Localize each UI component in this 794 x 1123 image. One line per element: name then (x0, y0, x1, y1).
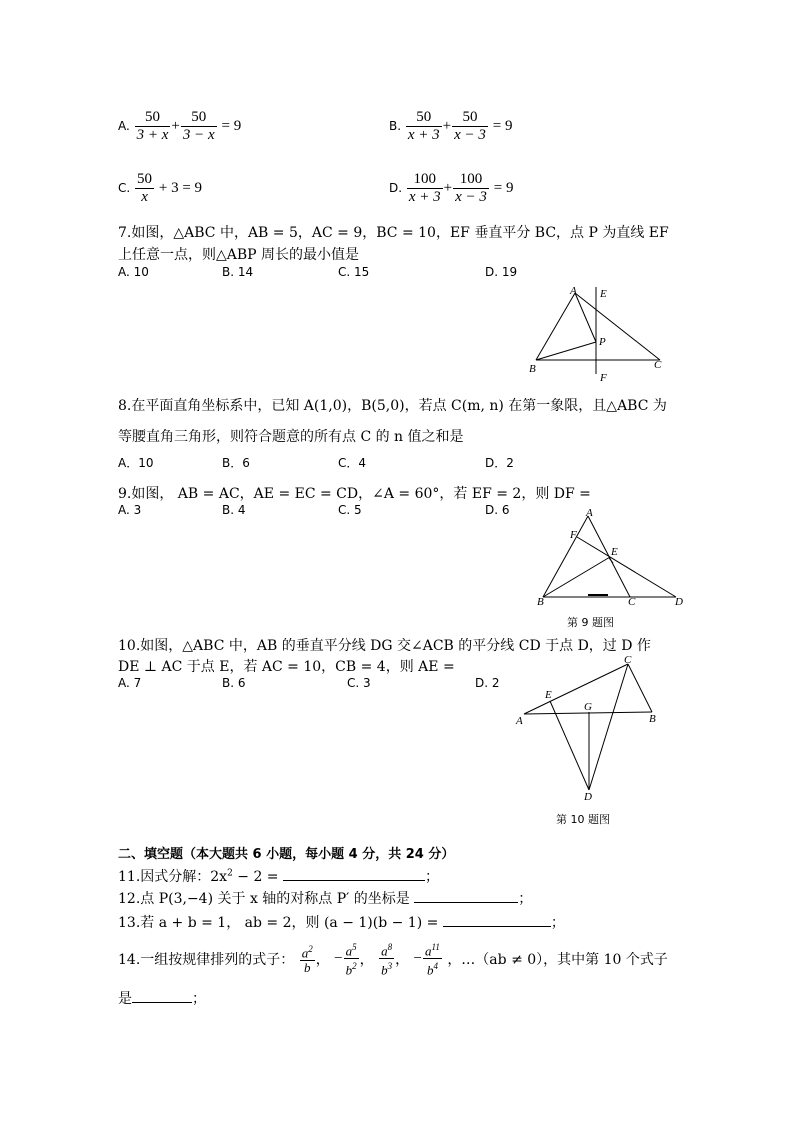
segment-ac (524, 664, 628, 714)
segment-ab (543, 516, 588, 597)
q8-stem-line2: 等腰直角三角形，则符合题意的所有点 C 的 n 值之和是 (118, 429, 464, 445)
fraction: $\frac{50}{3 - x}$ (182, 109, 215, 143)
label-b: B (649, 713, 656, 725)
q7-option-d: D. 19 (485, 265, 518, 279)
option-label: D. (389, 181, 403, 195)
fraction: $\frac{50}{x + 3}$ (407, 109, 440, 143)
q6-option-a: A. $\frac{50}{3 + x}$ + $\frac{50}{3 - x}$ = 9 (118, 109, 242, 143)
segment-cb (628, 664, 652, 712)
q9-figure (530, 505, 690, 607)
label-g: G (584, 701, 592, 713)
label-p: P (599, 336, 606, 348)
q10-option-b: B. 6 (222, 676, 246, 690)
q12: 12.点 P(3,−4) 关于 x 轴的对称点 P′ 的坐标是 ； (118, 891, 533, 907)
segment-ed (550, 701, 589, 790)
q6-option-d: D. $\frac{100}{x + 3}$ + $\frac{100}{x - 3}$ = 9 (389, 171, 514, 205)
segment-ac (575, 293, 660, 360)
term-3: $\frac{a^8}{b^3}$ (381, 942, 393, 978)
label-a: A (516, 715, 523, 727)
q9-option-b: B. 4 (222, 503, 246, 517)
fraction: $\frac{50}{x}$ (137, 171, 153, 205)
q10-figure-caption: 第 10 题图 (556, 813, 610, 826)
segment-fd (577, 537, 676, 597)
q9-option-d: D. 6 (485, 503, 510, 517)
section-title-fill-in: 二、填空题（本大题共 6 小题，每小题 4 分，共 24 分） (118, 847, 455, 862)
q7-option-b: B. 14 (222, 265, 254, 279)
q11: 11.因式分解：$2x^2 - 2$ = ； (118, 868, 439, 885)
label-a: A (586, 507, 593, 519)
q10-option-d: D. 2 (475, 676, 500, 690)
q8-option-b: B．6 (222, 456, 250, 470)
option-label: C. (118, 181, 131, 195)
q7-figure (520, 282, 670, 386)
q10-figure (512, 650, 662, 802)
term-4: $\frac{a^{11}}{b^4}$ (425, 942, 440, 978)
option-label: A. (118, 119, 130, 133)
fraction: $\frac{50}{3 + x}$ (136, 109, 169, 143)
q9-figure-caption: 第 9 题图 (567, 616, 614, 629)
q6-option-b: B. $\frac{50}{x + 3}$ + $\frac{50}{x - 3}$ = 9 (389, 109, 513, 143)
label-f: F (570, 529, 577, 541)
q10-stem-line2: DE ⊥ AC 于点 E，若 AC = 10，CB = 4，则 AE = (118, 659, 455, 675)
label-e: E (545, 689, 552, 701)
answer-blank[interactable] (283, 867, 425, 881)
segment-be (543, 557, 610, 597)
answer-blank[interactable] (132, 989, 192, 1003)
label-d: D (675, 596, 683, 607)
q9-option-a: A. 3 (118, 503, 142, 517)
fraction: $\frac{100}{x + 3}$ (408, 171, 441, 205)
answer-blank[interactable] (443, 913, 551, 927)
label-b: B (537, 596, 544, 607)
segment-cd (589, 664, 628, 790)
fraction: $\frac{50}{x - 3}$ (454, 109, 486, 143)
q10-option-c: C. 3 (347, 676, 371, 690)
q14-line2: 是 ； (118, 991, 206, 1007)
q10-option-a: A. 7 (118, 676, 142, 690)
label-f: F (600, 372, 607, 384)
label-d: D (584, 791, 592, 802)
q10-stem-line1: 10.如图，△ABC 中，AB 的垂直平分线 DG 交∠ACB 的平分线 CD 于点 D，过 D 作 (118, 638, 651, 654)
q8-option-d: D．2 (485, 456, 514, 470)
term-1: $\frac{a^2}{b}$ (301, 944, 313, 976)
q8-option-c: C．4 (338, 456, 367, 470)
answer-blank[interactable] (414, 889, 518, 903)
q6-option-c: C. $\frac{50}{x}$ + 3 = 9 (118, 171, 203, 205)
term-2: $\frac{a^5}{b^2}$ (345, 942, 357, 978)
q9-stem: 9.如图， AB = AC，AE = EC = CD，∠A = 60°，若 EF = 2，则 DF = (118, 486, 591, 502)
label-c: C (654, 359, 662, 371)
label-b: B (529, 363, 536, 375)
label-c: C (624, 654, 632, 666)
q7-option-c: C. 15 (338, 265, 370, 279)
q8-option-a: A．10 (118, 456, 154, 470)
label-c: C (628, 596, 636, 607)
label-e: E (611, 546, 618, 558)
fraction: $\frac{100}{x - 3}$ (455, 171, 487, 205)
q7-stem-line1: 7.如图，△ABC 中，AB = 5，AC = 9，BC = 10，EF 垂直平分 BC，点 P 为直线 EF (118, 225, 669, 241)
option-label: B. (389, 119, 402, 133)
q9-option-c: C. 5 (338, 503, 362, 517)
q13: 13.若 a + b = 1， ab = 2，则 (a − 1)(b − 1) = ； (118, 915, 565, 931)
label-e: E (600, 288, 607, 300)
q7-stem-line2: 上任意一点，则△ABP 周长的最小值是 (118, 247, 360, 263)
label-a: A (570, 285, 577, 297)
q14-line1: 14.一组按规律排列的式子： $\frac{a^2}{b}$ ， − $\frac{a^5}{b^2}$ ， $\frac{a^8}{b^3}$ ， − $\frac{a^{11}}{b^4}$ ，…（ab ≠ 0），其中第 10 个式子 (118, 942, 668, 978)
segment-ap (575, 293, 596, 342)
q7-option-a: A. 10 (118, 265, 149, 279)
q8-stem-line1: 8.在平面直角坐标系中，已知 A(1,0)，B(5,0)，若点 C(m, n) 在第一象限，且△ABC 为 (118, 398, 667, 414)
